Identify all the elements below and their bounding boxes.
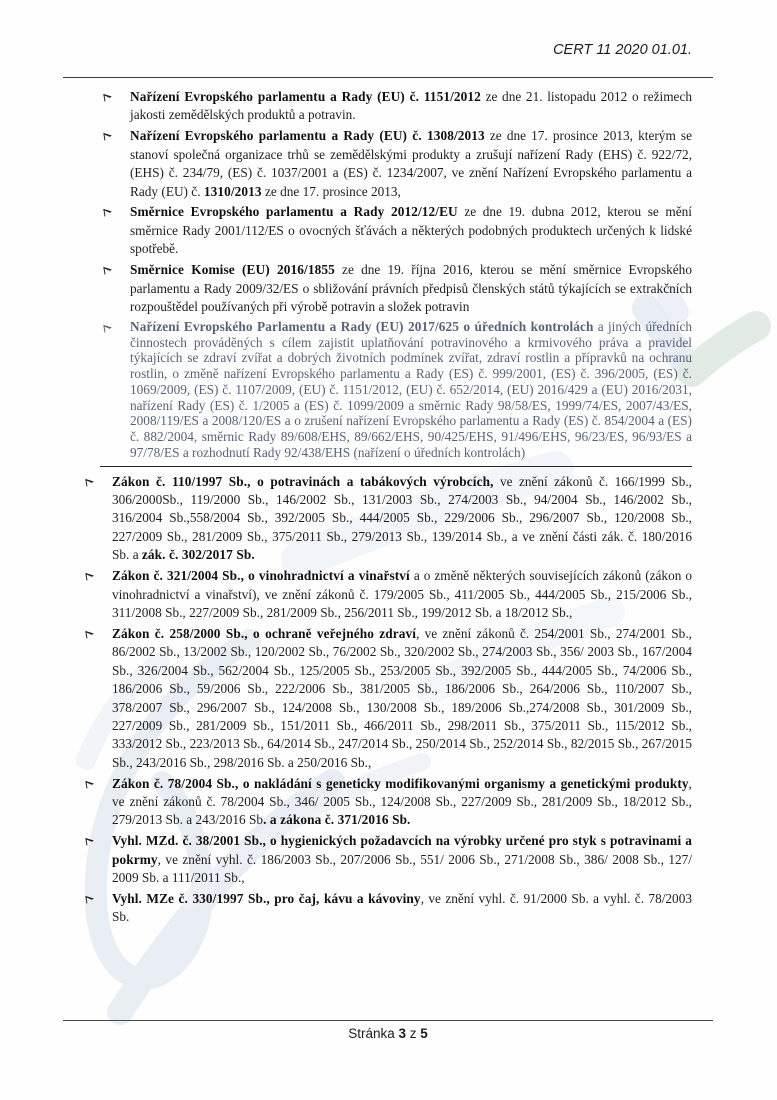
list-item bbox=[103, 319, 692, 461]
list-item bbox=[85, 890, 692, 927]
arrowhead-bullet-icon bbox=[85, 477, 96, 488]
list-item bbox=[85, 567, 692, 622]
arrowhead-bullet-icon bbox=[103, 265, 114, 276]
footer-rule bbox=[63, 1020, 713, 1021]
footer-of-word: z bbox=[409, 1026, 417, 1041]
arrowhead-bullet-icon bbox=[103, 92, 114, 103]
page-number-footer bbox=[63, 1026, 713, 1041]
list-item bbox=[103, 88, 692, 125]
list-item bbox=[85, 832, 692, 887]
arrowhead-bullet-icon bbox=[85, 571, 96, 582]
arrowhead-bullet-icon bbox=[103, 208, 114, 219]
list-item-text: Zákon č. 258/2000 Sb., o ochraně veřejného zdraví, ve znění zákonů č. 254/2001 Sb., 274/2001 Sb., 86/2002 Sb., 13/2002 Sb., 120/2002 Sb., 76/2002 Sb., 320/2002 Sb., 274/2003 Sb., 356/ 2003 Sb., 167/2004 Sb., 326/2004 Sb., 562/2004 Sb., 125/2005 Sb., 253/2005 Sb., 392/2005 Sb., 444/2005 Sb., 74/2006 Sb., 186/2006 Sb., 59/2006 Sb., 222/2006 Sb., 381/2005 Sb., 186/2006 Sb., 264/2006 Sb., 110/2007 Sb., 378/2007 Sb., 296/2007 Sb., 124/2008 Sb., 130/2008 Sb., 189/2006 Sb.,274/2008 Sb., 301/2009 Sb., 227/2009 Sb., 281/2009 Sb., 151/2011 Sb., 466/2011 Sb., 298/2011 Sb., 375/2011 Sb., 115/2012 Sb., 333/2012 Sb., 223/2013 Sb., 64/2014 Sb., 247/2014 Sb., 250/2014 Sb., 252/2014 Sb., 82/2015 Sb., 267/2015 Sb., 243/2016 Sb., 298/2016 Sb. a 250/2016 Sb., bbox=[112, 625, 692, 770]
doc-code: CERT 11 2020 01.01. bbox=[553, 42, 692, 58]
list-item-text: Zákon č. 78/2004 Sb., o nakládání s geneticky modifikovanými organismy a genetickými produkty, ve znění zákonů č. 78/2004 Sb., 346/ 2005 Sb., 124/2008 Sb., 227/2009 Sb., 281/2009 Sb., 18/2012 Sb., 279/2013 Sb. a 243/2016 Sb. a zákona č. 371/2016 Sb. bbox=[112, 775, 692, 828]
section-national-legislation bbox=[63, 473, 692, 927]
list-item bbox=[103, 261, 692, 316]
list-item-text: Směrnice Komise (EU) 2016/1855 ze dne 19. října 2016, kterou se mění směrnice Evropského parlamentu a Rady 2009/32/ES o sbližování právních předpisů členských států týkajících se extrakčních rozpouštědel používaných při výrobě potravin a složek potravin bbox=[130, 262, 692, 314]
list-item bbox=[103, 203, 692, 258]
list-item-text: Směrnice Evropského parlamentu a Rady 2012/12/EU ze dne 19. dubna 2012, kterou se mění směrnice Rady 2001/112/ES o ovocných šťávách a některých podobných produktech určených k lidské spotřebě. bbox=[130, 204, 692, 257]
arrowhead-bullet-icon bbox=[85, 837, 96, 848]
list-item-text: Nařízení Evropského parlamentu a Rady (EU) č. 1308/2013 ze dne 17. prosince 2013, kterým se stanoví společná organizace trhů se zemědělskými produkty a zrušují nařízení Rady (EHS) č. 922/72, (EHS) č. 234/79, (ES) č. 1037/2001 a (ES) č. 1234/2007, ve znění Nařízení Evropského parlamentu a Rady (EU) č. 1310/2013 ze dne 17. prosince 2013, bbox=[130, 128, 692, 199]
list-item-text: Nařízení Evropského parlamentu a Rady (EU) č. 1151/2012 ze dne 21. listopadu 2012 o režimech jakosti zemědělských produktů a potravin. bbox=[130, 89, 692, 123]
arrowhead-bullet-icon bbox=[85, 629, 96, 640]
list-item bbox=[85, 625, 692, 772]
footer-prefix: Stránka bbox=[348, 1026, 395, 1041]
list-item-text: Zákon č. 110/1997 Sb., o potravinách a tabákových výrobcích, ve znění zákonů č. 166/1999 Sb., 306/2000Sb., 119/2000 Sb., 146/2002 Sb., 131/2003 Sb., 274/2003 Sb., 94/2004 Sb., 146/2002 Sb., 316/2004 Sb.,558/2004 Sb., 392/2005 Sb., 444/2005 Sb., 229/2006 Sb., 296/2007 Sb., 120/2008 Sb., 227/2009 Sb., 281/2009 Sb., 375/2011 Sb., 279/2013 Sb., 139/2014 Sb., a ve znění části zák. č. 180/2016 Sb. a zák. č. 302/2017 Sb. bbox=[112, 473, 692, 563]
section-eu-legislation bbox=[63, 88, 692, 461]
document-body bbox=[63, 88, 692, 929]
arrowhead-bullet-icon bbox=[103, 323, 114, 334]
arrowhead-bullet-icon bbox=[85, 894, 96, 905]
list-item-text: Nařízení Evropského Parlamentu a Rady (EU) 2017/625 o úředních kontrolách a jiných úředních činnostech prováděných s cílem zajistit uplatňování potravinového a krmivového práva a pravidel týkajících se zdraví zvířat a dobrých životních podmínek zvířat, zdraví rostlin a přípravků na ochranu rostlin, o změně nařízení Evropského parlamentu a Rady (ES) č. 999/2001, (ES) č. 396/2005, (ES) č. 1069/2009, (ES) č. 1107/2009, (EU) č. 1151/2012, (EU) č. 652/2014, (EU) 2016/429 a (EU) 2016/2031, nařízení Rady (ES) č. 1/2005 a (ES) č. 1099/2009 a směrnic Rady 98/58/ES, 1999/74/ES, 2007/43/ES, 2008/119/ES a 2008/120/ES a o zrušení nařízení Evropského parlamentu a Rady (ES) č. 854/2004 a (ES) č. 882/2004, směrnic Rady 89/608/EHS, 89/662/EHS, 90/425/EHS, 91/496/EHS, 96/23/ES, 96/93/ES a 97/78/ES a rozhodnutí Rady 92/438/EHS (nařízení o úředních kontrolách) bbox=[130, 318, 692, 460]
list-item-text: Zákon č. 321/2004 Sb., o vinohradnictví a vinařství a o změně některých souvisejících zákonů (zákon o vinohradnictví a vinařství), ve znění zákonů č. 179/2005 Sb., 411/2005 Sb., 444/2005 Sb., 215/2006 Sb., 311/2008 Sb., 227/2009 Sb., 281/2009 Sb., 256/2011 Sb., 199/2012 Sb. a 18/2012 Sb., bbox=[112, 568, 692, 620]
arrowhead-bullet-icon bbox=[85, 779, 96, 790]
list-item bbox=[85, 473, 692, 565]
arrowhead-bullet-icon bbox=[103, 132, 114, 143]
list-item bbox=[103, 127, 692, 201]
list-item bbox=[85, 775, 692, 830]
section-separator-rule bbox=[100, 466, 692, 467]
footer-total-pages: 5 bbox=[420, 1026, 428, 1041]
list-item-text: Vyhl. MZd. č. 38/2001 Sb., o hygienických požadavcích na výrobky určené pro styk s potravinami a pokrmy, ve znění vyhl. č. 186/2003 Sb., 207/2006 Sb., 551/ 2006 Sb., 271/2008 Sb., 386/ 2008 Sb., 127/ 2009 Sb. a 111/2011 Sb., bbox=[112, 833, 692, 886]
list-item-text: Vyhl. MZe č. 330/1997 Sb., pro čaj, kávu a kávoviny, ve znění vyhl. č. 91/2000 Sb. a vyhl. č. 78/2003 Sb. bbox=[112, 891, 693, 925]
header-rule bbox=[63, 77, 713, 78]
footer-page-number: 3 bbox=[398, 1026, 406, 1041]
